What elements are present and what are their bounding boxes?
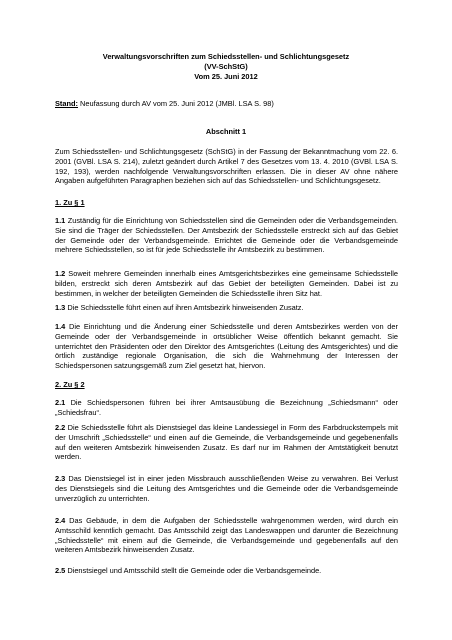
paragraph-text: Zuständig für die Einrichtung von Schiedsstellen sind die Gemeinden oder die Verbandsgemeinden. Sie sind die Träger der Schiedsstellen. Der Amtsbezirk der Schiedsstelle erstreckt sich auf das Gebiet der Gemeinde oder der Verbandsgemeinde. Errichtet die Gemeinde oder die Verbandsgemeinde mehrere Schiedsstellen, so ist für jede Schiedsstelle ihr Amtsbezirk zu bestimmen. bbox=[55, 216, 398, 255]
stand-line bbox=[55, 99, 398, 109]
heading-zu-2: 2. Zu § 2 bbox=[55, 380, 85, 389]
paragraph-2-4 bbox=[55, 516, 398, 555]
paragraph-text: Die Einrichtung und die Änderung einer Schiedsstelle und deren Amtsbezirkes werden von der Gemeinde oder der Verbandsgemeinde in ortsüblicher Weise öffentlich bekannt gemacht. Sie unterrichtet den Präsidenten oder den Direktor des Amtsgerichtes (Leitung des Amtsgerichtes) und die örtlich zuständige regionale Organisation, die sich die Wahrnehmung der Interessen der Schiedspersonen satzungsgemäß zum Ziel gesetzt hat, hiervon. bbox=[55, 322, 398, 371]
paragraph-1-3 bbox=[55, 303, 398, 313]
paragraph-number: 2.4 bbox=[55, 516, 66, 525]
paragraph-2-5 bbox=[55, 566, 398, 576]
intro-paragraph: Zum Schiedsstellen- und Schlichtungsgesetz (SchStG) in der Fassung der Bekanntmachung vom 22. 6. 2001 (GVBl. LSA S. 214), zuletzt geändert durch Artikel 7 des Gesetzes vom 13. 4. 2010 (GVBl. LSA S. 192, 193), werden nachfolgende Verwaltungsvorschriften erlassen. Die in dieser AV ohne nähere Angaben aufgeführten Paragraphen beziehen sich auf das Schiedsstellen- und Schlichtungsgesetz. bbox=[55, 147, 398, 186]
paragraph-text: Das Gebäude, in dem die Aufgaben der Schiedsstelle wahrgenommen werden, wird durch ein Amtsschild kenntlich gemacht. Das Amtsschild zeigt das Landeswappen und darunter die Bezeichnung „Schiedsstelle“ mit einem auf die Gemeinde, die Verbandsgemeinde und gegebenenfalls auf den weiteren Amtsbezirk hinweisenden Zusatz. bbox=[55, 516, 398, 555]
document-title-line-1: Verwaltungsvorschriften zum Schiedsstellen- und Schlichtungsgesetz bbox=[102, 52, 350, 61]
paragraph-text: Die Schiedsstelle führt als Dienstsiegel das kleine Landessiegel in Form des Farbdruckstempels mit der Umschrift „Schiedsstelle“ und einen auf die Gemeinde, die Verbandsgemeinde und gegebenenfalls auf den weiteren Amtsbezirk hinweisenden Zusatz. Es darf nur im Rahmen der Amtstätigkeit benutzt werden. bbox=[55, 423, 398, 462]
paragraph-number: 2.3 bbox=[55, 474, 66, 483]
paragraph-text: Soweit mehrere Gemeinden innerhalb eines Amtsgerichtsbezirkes eine gemeinsame Schiedsstelle bilden, erstreckt sich deren Amtsbezirk auf das Gebiet der beteiligten Gemeinden. Dabei ist zu bestimmen, in welcher der beteiligten Gemeinden die Schiedsstelle ihren Sitz hat. bbox=[55, 269, 398, 298]
stand-text: Neufassung durch AV vom 25. Juni 2012 (JMBl. LSA S. 98) bbox=[78, 99, 274, 108]
paragraph-number: 1.3 bbox=[55, 303, 66, 312]
paragraph-1-1 bbox=[55, 216, 398, 255]
paragraph-text: Die Schiedspersonen führen bei ihrer Amtsausübung die Bezeichnung „Schiedsmann“ oder „Schiedsfrau“. bbox=[55, 398, 398, 417]
document-title-line-2: (VV-SchStG) bbox=[204, 62, 248, 71]
document-title-line-3: Vom 25. Juni 2012 bbox=[194, 72, 258, 81]
paragraph-number: 1.4 bbox=[55, 322, 66, 331]
paragraph-number: 1.1 bbox=[55, 216, 66, 225]
paragraph-number: 2.5 bbox=[55, 566, 66, 575]
paragraph-text: Dienstsiegel und Amtsschild stellt die Gemeinde oder die Verbandsgemeinde. bbox=[65, 566, 322, 575]
paragraph-1-4 bbox=[55, 322, 398, 371]
paragraph-1-2 bbox=[55, 269, 398, 298]
paragraph-2-3 bbox=[55, 474, 398, 503]
stand-label: Stand: bbox=[55, 99, 78, 108]
heading-zu-1: 1. Zu § 1 bbox=[55, 198, 85, 207]
paragraph-text: Die Schiedsstelle führt einen auf ihren Amtsbezirk hinweisenden Zusatz. bbox=[65, 303, 304, 312]
paragraph-number: 1.2 bbox=[55, 269, 66, 278]
paragraph-2-2 bbox=[55, 423, 398, 462]
paragraph-2-1 bbox=[55, 398, 398, 418]
paragraph-text: Das Dienstsiegel ist in einer jeden Missbrauch ausschließenden Weise zu verwahren. Bei Verlust des Dienstsiegels sind die Leitung des Amtsgerichtes und die Gemeinde oder die Verbandsgemeinde unverzüglich zu unterrichten. bbox=[55, 474, 398, 503]
paragraph-number: 2.2 bbox=[55, 423, 66, 432]
paragraph-number: 2.1 bbox=[55, 398, 66, 407]
section-heading: Abschnitt 1 bbox=[205, 127, 247, 136]
